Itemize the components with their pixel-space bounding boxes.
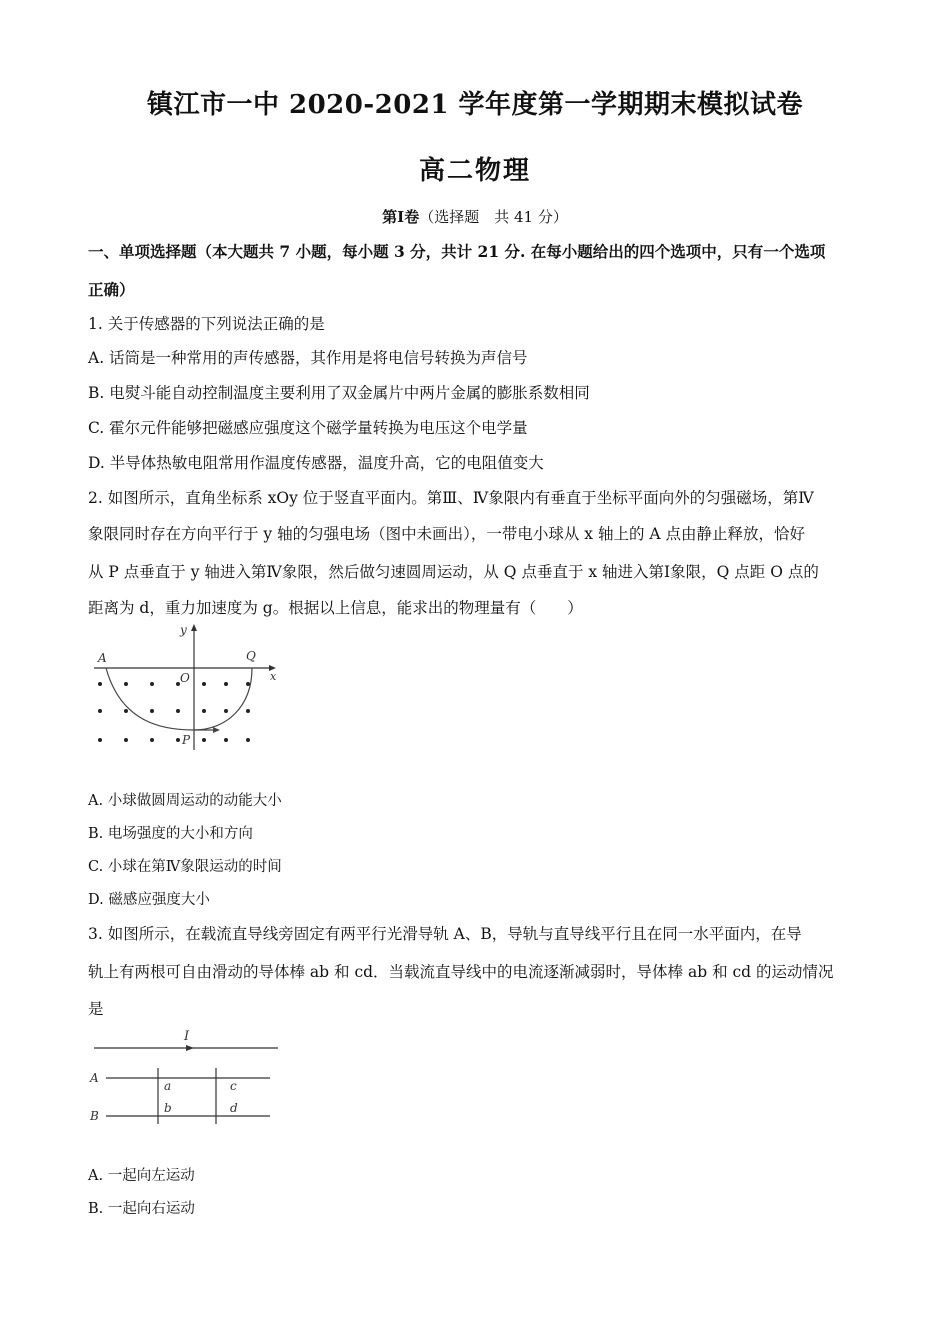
q3-stem-line3: 是 [88, 1000, 104, 1018]
q2-option-c: C. 小球在第Ⅳ象限运动的时间 [88, 859, 282, 875]
exam-subtitle: 高二物理 [418, 156, 531, 186]
section-heading [0, 206, 950, 227]
q3-stem-line2: 轨上有两根可自由滑动的导体棒 ab 和 cd．当载流直导线中的电流逐渐减弱时，导体棒 ab 和 cd 的运动情况 [88, 963, 834, 981]
field-dot [124, 709, 128, 713]
field-dot [224, 682, 228, 686]
exam-title: 镇江市一中 2020-2021 学年度第一学期期末模拟试卷 [146, 90, 804, 120]
q3-current-arrow [186, 1045, 194, 1051]
field-dot [98, 682, 102, 686]
q2-stem-line4: 距离为 d，重力加速度为 g。根据以上信息，能求出的物理量有（ ） [88, 599, 583, 617]
q1-stem: 1. 关于传感器的下列说法正确的是 [88, 315, 325, 333]
q2-stem-line2: 象限同时存在方向平行于 y 轴的匀强电场（图中未画出），一带电小球从 x 轴上的 A 点由静止释放，恰好 [88, 525, 806, 543]
q2-field-dots [98, 682, 250, 742]
q3-label-rail-a: A [90, 1071, 99, 1085]
field-dot [224, 709, 228, 713]
q3-label-a: a [164, 1079, 172, 1093]
q2-label-q: Q [246, 649, 256, 663]
field-dot [224, 738, 228, 742]
section-description: （选择题 共 41 分） [419, 208, 568, 226]
q2-label-y: y [180, 623, 187, 637]
field-dot [98, 738, 102, 742]
q1-option-b: B. 电熨斗能自动控制温度主要利用了双金属片中两片金属的膨胀系数相同 [88, 384, 590, 402]
part1-heading-line2: 正确） [88, 280, 135, 299]
q2-label-o: O [180, 671, 190, 685]
field-dot [202, 709, 206, 713]
q2-option-a: A. 小球做圆周运动的动能大小 [88, 793, 282, 809]
q3-label-b: b [164, 1101, 172, 1115]
q2-velocity-arrow [213, 727, 220, 733]
section-label: 第Ⅰ卷 [382, 208, 420, 226]
field-dot [150, 682, 154, 686]
q1-option-a: A. 话筒是一种常用的声传感器，其作用是将电信号转换为声信号 [88, 349, 528, 367]
q2-label-a: A [98, 651, 107, 665]
field-dot [176, 738, 180, 742]
q3-stem-line1: 3. 如图所示，在载流直导线旁固定有两平行光滑导轨 A、B，导轨与直导线平行且在同一水平面内，在导 [88, 925, 802, 943]
q3-rails-figure [86, 1024, 286, 1128]
q2-y-axis-arrow [191, 624, 197, 631]
q1-option-d: D. 半导体热敏电阻常用作温度传感器，温度升高，它的电阻值变大 [88, 454, 544, 472]
field-dot [98, 709, 102, 713]
field-dot [246, 682, 250, 686]
q2-option-d: D. 磁感应强度大小 [88, 892, 210, 908]
q2-stem-line1: 2. 如图所示，直角坐标系 xOy 位于竖直平面内。第Ⅲ、Ⅳ象限内有垂直于坐标平面向外的匀强磁场，第Ⅳ [88, 489, 814, 507]
field-dot [202, 682, 206, 686]
q2-coordinate-figure [86, 622, 286, 757]
field-dot [246, 709, 250, 713]
field-dot [124, 738, 128, 742]
q3-label-rail-b: B [90, 1109, 99, 1123]
field-dot [150, 709, 154, 713]
q2-option-b: B. 电场强度的大小和方向 [88, 826, 253, 842]
q3-label-i: I [184, 1029, 190, 1044]
field-dot [150, 738, 154, 742]
q2-label-p: P [182, 733, 191, 747]
q2-label-x: x [270, 670, 277, 683]
q1-option-c: C. 霍尔元件能够把磁感应强度这个磁学量转换为电压这个电学量 [88, 419, 528, 437]
q3-label-c: c [230, 1079, 237, 1093]
q3-option-a: A. 一起向左运动 [88, 1168, 195, 1184]
part1-heading-line1: 一、单项选择题（本大题共 7 小题，每小题 3 分，共计 21 分. 在每小题给出的四个选项中，只有一个选项 [88, 242, 826, 261]
field-dot [246, 738, 250, 742]
q3-option-b: B. 一起向右运动 [88, 1201, 195, 1217]
q3-label-d: d [230, 1101, 238, 1115]
q2-trajectory-curve [106, 668, 252, 730]
field-dot [176, 709, 180, 713]
field-dot [202, 738, 206, 742]
field-dot [124, 682, 128, 686]
q2-stem-line3: 从 P 点垂直于 y 轴进入第Ⅳ象限，然后做匀速圆周运动，从 Q 点垂直于 x 轴进入第Ⅰ象限，Q 点距 O 点的 [88, 563, 819, 581]
